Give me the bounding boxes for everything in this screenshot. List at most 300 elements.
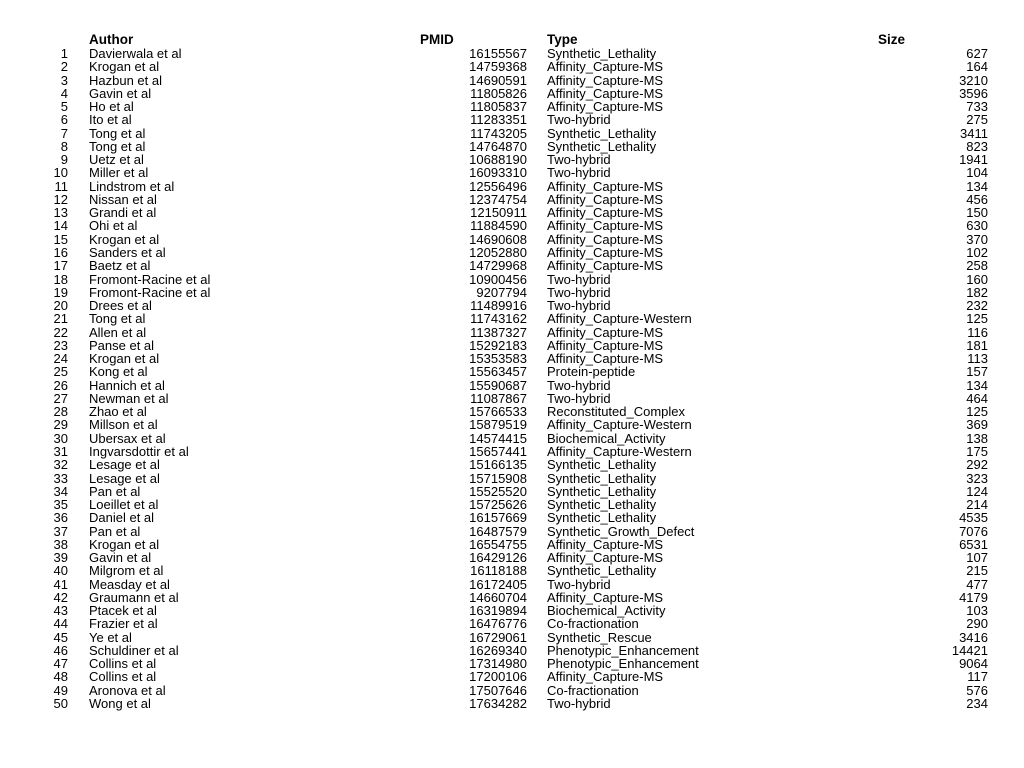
author-cell: Tong et al [89, 311, 146, 327]
type-cell: Synthetic_Growth_Defect [547, 523, 695, 539]
size-cell: 134 [966, 178, 988, 194]
size-cell: 124 [966, 483, 988, 499]
type-cell: Affinity_Capture-MS [547, 337, 664, 353]
row-index-cell: 35 [53, 497, 68, 513]
table-row [0, 339, 1024, 352]
size-cell: 232 [966, 298, 988, 314]
size-cell: 107 [966, 550, 988, 566]
table-row [0, 246, 1024, 259]
row-index-cell: 43 [53, 603, 68, 619]
author-cell: Sanders et al [89, 244, 166, 260]
pmid-cell: 16429126 [469, 550, 527, 566]
row-index-cell: 36 [53, 510, 68, 526]
row-index-cell: 33 [53, 470, 68, 486]
author-cell: Panse et al [89, 337, 155, 353]
column-header-pmid: PMID [420, 32, 454, 47]
table-row [0, 379, 1024, 392]
row-index-cell: 14 [53, 218, 68, 234]
type-cell: Two-hybrid [547, 390, 611, 406]
author-cell: Hannich et al [89, 377, 165, 393]
row-index-cell: 9 [60, 152, 68, 168]
size-cell: 117 [967, 669, 988, 685]
table-row [0, 299, 1024, 312]
row-index-cell: 38 [53, 536, 68, 552]
row-index-cell: 2 [60, 59, 68, 75]
size-cell: 234 [966, 696, 988, 712]
pmid-cell: 16172405 [469, 576, 527, 592]
row-index-cell: 24 [53, 351, 68, 367]
row-index-cell: 11 [54, 178, 68, 194]
table-row [0, 87, 1024, 100]
author-cell: Wong et al [89, 696, 151, 712]
size-cell: 14421 [951, 642, 988, 658]
pmid-cell: 16319894 [469, 603, 527, 619]
pmid-cell: 15879519 [469, 417, 527, 433]
author-cell: Ingvarsdottir et al [89, 443, 189, 459]
size-cell: 733 [966, 99, 988, 115]
pmid-cell: 16155567 [469, 46, 527, 61]
row-index-cell: 45 [53, 629, 68, 645]
author-cell: Aronova et al [89, 682, 166, 698]
author-cell: Pan et al [89, 523, 141, 539]
type-cell: Affinity_Capture-MS [547, 85, 664, 101]
table-row [0, 525, 1024, 538]
size-cell: 576 [966, 682, 988, 698]
row-index-cell: 41 [53, 576, 68, 592]
size-cell: 477 [966, 576, 988, 592]
row-index-cell: 40 [53, 563, 68, 579]
pmid-cell: 17314980 [469, 656, 527, 672]
row-index-cell: 12 [53, 191, 68, 207]
type-cell: Synthetic_Lethality [547, 46, 657, 61]
author-cell: Nissan et al [89, 191, 157, 207]
table-row [0, 153, 1024, 166]
author-cell: Ohi et al [89, 218, 138, 234]
size-cell: 464 [966, 390, 988, 406]
author-cell: Miller et al [89, 165, 149, 181]
column-header-size: Size [878, 32, 906, 47]
row-index-cell: 20 [53, 298, 68, 314]
table-row [0, 472, 1024, 485]
author-cell: Fromont-Racine et al [89, 284, 211, 300]
row-index-cell: 21 [53, 311, 68, 327]
size-cell: 3411 [960, 125, 988, 141]
type-cell: Affinity_Capture-MS [547, 258, 664, 274]
author-cell: Krogan et al [89, 59, 160, 75]
type-cell: Synthetic_Lethality [547, 497, 657, 513]
row-index-cell: 8 [60, 138, 68, 154]
size-cell: 275 [966, 112, 988, 128]
type-cell: Affinity_Capture-MS [547, 536, 664, 552]
author-cell: Krogan et al [89, 351, 160, 367]
size-cell: 160 [966, 271, 988, 287]
type-cell: Affinity_Capture-MS [547, 324, 664, 340]
column-header-author: Author [89, 32, 134, 47]
type-cell: Synthetic_Lethality [547, 138, 657, 154]
type-cell: Two-hybrid [547, 696, 611, 712]
pmid-cell: 15657441 [469, 443, 527, 459]
type-cell: Synthetic_Rescue [547, 629, 652, 645]
row-index-cell: 34 [53, 483, 68, 499]
size-cell: 138 [966, 430, 988, 446]
row-index-cell: 22 [53, 324, 68, 340]
type-cell: Affinity_Capture-MS [547, 178, 664, 194]
row-index-cell: 46 [53, 642, 68, 658]
pmid-cell: 12556496 [469, 178, 527, 194]
size-cell: 181 [966, 337, 988, 353]
table-row [0, 127, 1024, 140]
author-cell: Schuldiner et al [89, 642, 179, 658]
table-row [0, 352, 1024, 365]
row-index-cell: 27 [53, 390, 68, 406]
size-cell: 4535 [959, 510, 988, 526]
pmid-cell: 16554755 [469, 536, 527, 552]
row-index-cell: 10 [53, 165, 68, 181]
size-cell: 370 [966, 231, 988, 247]
row-index-cell: 44 [53, 616, 68, 632]
table-row [0, 233, 1024, 246]
pmid-cell: 16487579 [469, 523, 527, 539]
table-row [0, 326, 1024, 339]
row-index-cell: 13 [53, 205, 68, 221]
pmid-cell: 14574415 [469, 430, 527, 446]
pmid-cell: 11743162 [470, 311, 527, 327]
table-row [0, 166, 1024, 179]
author-cell: Daniel et al [89, 510, 155, 526]
row-index-cell: 25 [53, 364, 68, 380]
row-index-cell: 6 [60, 112, 68, 128]
type-cell: Two-hybrid [547, 271, 611, 287]
type-cell: Synthetic_Lethality [547, 563, 657, 579]
type-cell: Co-fractionation [547, 682, 639, 698]
table-row [0, 405, 1024, 418]
table-row [0, 60, 1024, 73]
table-row [0, 365, 1024, 378]
table-body [0, 47, 1024, 710]
author-cell: Krogan et al [89, 536, 160, 552]
table-row [0, 644, 1024, 657]
table-row [0, 445, 1024, 458]
row-index-cell: 16 [53, 244, 68, 260]
table-row [0, 564, 1024, 577]
table-row [0, 551, 1024, 564]
type-cell: Affinity_Capture-MS [547, 244, 664, 260]
row-index-cell: 23 [53, 337, 68, 353]
table-row [0, 206, 1024, 219]
pmid-cell: 15563457 [469, 364, 527, 380]
type-cell: Reconstituted_Complex [547, 404, 686, 420]
size-cell: 6531 [959, 536, 988, 552]
row-index-cell: 50 [53, 696, 68, 712]
type-cell: Affinity_Capture-MS [547, 550, 664, 566]
size-cell: 215 [966, 563, 988, 579]
row-index-cell: 31 [53, 443, 68, 459]
pmid-cell: 15525520 [469, 483, 527, 499]
author-cell: Ubersax et al [89, 430, 166, 446]
pmid-cell: 14729968 [469, 258, 527, 274]
size-cell: 164 [966, 59, 988, 75]
row-index-cell: 29 [53, 417, 68, 433]
table-row [0, 140, 1024, 153]
author-cell: Measday et al [89, 576, 170, 592]
size-cell: 323 [966, 470, 988, 486]
author-cell: Grandi et al [89, 205, 157, 221]
type-cell: Synthetic_Lethality [547, 483, 657, 499]
table-row [0, 617, 1024, 630]
type-cell: Synthetic_Lethality [547, 457, 657, 473]
type-cell: Two-hybrid [547, 298, 611, 314]
pmid-cell: 14690608 [469, 231, 527, 247]
size-cell: 116 [967, 324, 988, 340]
table-row [0, 498, 1024, 511]
size-cell: 134 [966, 377, 988, 393]
author-cell: Collins et al [89, 656, 157, 672]
size-cell: 102 [966, 244, 988, 260]
size-cell: 290 [966, 616, 988, 632]
pmid-cell: 16729061 [469, 629, 527, 645]
size-cell: 125 [966, 311, 988, 327]
pmid-cell: 11743205 [470, 125, 527, 141]
pmid-cell: 16476776 [469, 616, 527, 632]
type-cell: Affinity_Capture-MS [547, 99, 664, 115]
type-cell: Two-hybrid [547, 152, 611, 168]
row-index-cell: 7 [60, 125, 68, 141]
type-cell: Synthetic_Lethality [547, 125, 657, 141]
size-cell: 104 [966, 165, 988, 181]
size-cell: 456 [966, 191, 988, 207]
size-cell: 1941 [959, 152, 988, 168]
pmid-cell: 16118188 [470, 563, 527, 579]
size-cell: 258 [966, 258, 988, 274]
type-cell: Affinity_Capture-Western [547, 311, 692, 327]
type-cell: Synthetic_Lethality [547, 470, 657, 486]
type-cell: Affinity_Capture-MS [547, 231, 664, 247]
table-row [0, 113, 1024, 126]
author-cell: Frazier et al [89, 616, 158, 632]
author-cell: Davierwala et al [89, 46, 182, 61]
table-row [0, 74, 1024, 87]
pmid-cell: 11087867 [470, 390, 527, 406]
pmid-cell: 15292183 [469, 337, 527, 353]
type-cell: Biochemical_Activity [547, 430, 666, 446]
pmid-cell: 14759368 [469, 59, 527, 75]
pmid-cell: 12374754 [469, 191, 527, 207]
row-index-cell: 18 [53, 271, 68, 287]
type-cell: Two-hybrid [547, 112, 611, 128]
type-cell: Biochemical_Activity [547, 603, 666, 619]
pmid-cell: 11387327 [470, 324, 527, 340]
table-row [0, 458, 1024, 471]
author-cell: Krogan et al [89, 231, 160, 247]
row-index-cell: 39 [53, 550, 68, 566]
size-cell: 150 [966, 205, 988, 221]
author-cell: Gavin et al [89, 85, 152, 101]
author-cell: Loeillet et al [89, 497, 159, 513]
size-cell: 3210 [959, 72, 988, 88]
pmid-cell: 11489916 [470, 298, 527, 314]
row-index-cell: 3 [60, 72, 68, 88]
size-cell: 292 [966, 457, 988, 473]
pmid-cell: 17634282 [469, 696, 527, 712]
author-cell: Hazbun et al [89, 72, 162, 88]
pmid-cell: 11805826 [470, 85, 527, 101]
table-row [0, 432, 1024, 445]
row-index-cell: 32 [53, 457, 68, 473]
pmid-cell: 10688190 [469, 152, 527, 168]
pmid-cell: 14660704 [469, 589, 527, 605]
table-row [0, 578, 1024, 591]
pmid-cell: 17507646 [469, 682, 527, 698]
author-cell: Ye et al [89, 629, 132, 645]
pmid-cell: 15353583 [469, 351, 527, 367]
pmid-cell: 12052880 [469, 244, 527, 260]
size-cell: 157 [966, 364, 988, 380]
type-cell: Two-hybrid [547, 284, 611, 300]
table-row [0, 392, 1024, 405]
row-index-cell: 37 [53, 523, 68, 539]
table-row [0, 511, 1024, 524]
author-cell: Lindstrom et al [89, 178, 175, 194]
row-index-cell: 17 [53, 258, 68, 274]
author-cell: Kong et al [89, 364, 148, 380]
table-row [0, 670, 1024, 683]
type-cell: Protein-peptide [547, 364, 636, 380]
size-cell: 113 [967, 351, 988, 367]
pmid-cell: 15766533 [469, 404, 527, 420]
author-cell: Drees et al [89, 298, 152, 314]
size-cell: 3416 [959, 629, 988, 645]
author-cell: Zhao et al [89, 404, 147, 420]
type-cell: Affinity_Capture-MS [547, 191, 664, 207]
type-cell: Affinity_Capture-Western [547, 443, 692, 459]
table-row [0, 259, 1024, 272]
author-cell: Millson et al [89, 417, 158, 433]
table-row [0, 657, 1024, 670]
type-cell: Synthetic_Lethality [547, 510, 657, 526]
type-cell: Two-hybrid [547, 165, 611, 181]
table-row [0, 697, 1024, 710]
author-cell: Pan et al [89, 483, 141, 499]
size-cell: 369 [966, 417, 988, 433]
size-cell: 7076 [959, 523, 988, 539]
type-cell: Affinity_Capture-MS [547, 589, 664, 605]
table-row [0, 273, 1024, 286]
type-cell: Affinity_Capture-MS [547, 72, 664, 88]
table-row [0, 418, 1024, 431]
size-cell: 630 [966, 218, 988, 234]
row-index-cell: 47 [53, 656, 68, 672]
size-cell: 627 [966, 46, 988, 61]
size-cell: 823 [966, 138, 988, 154]
type-cell: Affinity_Capture-MS [547, 669, 664, 685]
author-cell: Ito et al [89, 112, 132, 128]
row-index-cell: 15 [53, 231, 68, 247]
pmid-cell: 12150911 [470, 205, 527, 221]
author-cell: Uetz et al [89, 152, 144, 168]
author-cell: Baetz et al [89, 258, 151, 274]
row-index-cell: 1 [60, 46, 68, 61]
table-row [0, 631, 1024, 644]
author-cell: Ptacek et al [89, 603, 157, 619]
author-cell: Newman et al [89, 390, 169, 406]
size-cell: 175 [966, 443, 988, 459]
pmid-cell: 17200106 [469, 669, 527, 685]
row-index-cell: 26 [53, 377, 68, 393]
type-cell: Two-hybrid [547, 377, 611, 393]
table-row [0, 180, 1024, 193]
pmid-cell: 11884590 [470, 218, 527, 234]
column-header-type: Type [547, 32, 578, 47]
table-row [0, 684, 1024, 697]
table-row [0, 219, 1024, 232]
author-cell: Gavin et al [89, 550, 152, 566]
row-index-cell: 4 [60, 85, 68, 101]
type-cell: Affinity_Capture-MS [547, 218, 664, 234]
type-cell: Affinity_Capture-Western [547, 417, 692, 433]
table-row [0, 591, 1024, 604]
author-cell: Milgrom et al [89, 563, 164, 579]
author-cell: Fromont-Racine et al [89, 271, 211, 287]
table-row [0, 312, 1024, 325]
pmid-cell: 16157669 [469, 510, 527, 526]
author-cell: Tong et al [89, 138, 146, 154]
pmid-cell: 14690591 [469, 72, 527, 88]
author-cell: Ho et al [89, 99, 134, 115]
author-cell: Tong et al [89, 125, 146, 141]
size-cell: 214 [966, 497, 988, 513]
type-cell: Affinity_Capture-MS [547, 351, 664, 367]
row-index-cell: 48 [53, 669, 68, 685]
pmid-cell: 11805837 [470, 99, 527, 115]
size-cell: 3596 [959, 85, 988, 101]
row-index-cell: 30 [53, 430, 68, 446]
author-cell: Allen et al [89, 324, 147, 340]
pmid-cell: 11283351 [470, 112, 527, 128]
table-row [0, 286, 1024, 299]
table-row [0, 485, 1024, 498]
size-cell: 9064 [959, 656, 988, 672]
table-row [0, 47, 1024, 60]
pmid-cell: 15590687 [469, 377, 527, 393]
row-index-cell: 42 [53, 589, 68, 605]
type-cell: Co-fractionation [547, 616, 639, 632]
size-cell: 125 [966, 404, 988, 420]
type-cell: Affinity_Capture-MS [547, 59, 664, 75]
author-cell: Lesage et al [89, 457, 160, 473]
pmid-cell: 10900456 [469, 271, 527, 287]
size-cell: 4179 [959, 589, 988, 605]
type-cell: Affinity_Capture-MS [547, 205, 664, 221]
type-cell: Phenotypic_Enhancement [547, 656, 699, 672]
pmid-cell: 16093310 [469, 165, 527, 181]
author-cell: Collins et al [89, 669, 157, 685]
table-row [0, 538, 1024, 551]
pmid-cell: 15166135 [469, 457, 527, 473]
row-index-cell: 19 [53, 284, 68, 300]
size-cell: 103 [966, 603, 988, 619]
size-cell: 182 [966, 284, 988, 300]
type-cell: Two-hybrid [547, 576, 611, 592]
type-cell: Phenotypic_Enhancement [547, 642, 699, 658]
pmid-cell: 14764870 [469, 138, 527, 154]
author-cell: Lesage et al [89, 470, 160, 486]
row-index-cell: 5 [60, 99, 68, 115]
row-index-cell: 49 [53, 682, 68, 698]
author-cell: Graumann et al [89, 589, 179, 605]
pmid-cell: 9207794 [476, 284, 527, 300]
row-index-cell: 28 [53, 404, 68, 420]
table-row [0, 604, 1024, 617]
